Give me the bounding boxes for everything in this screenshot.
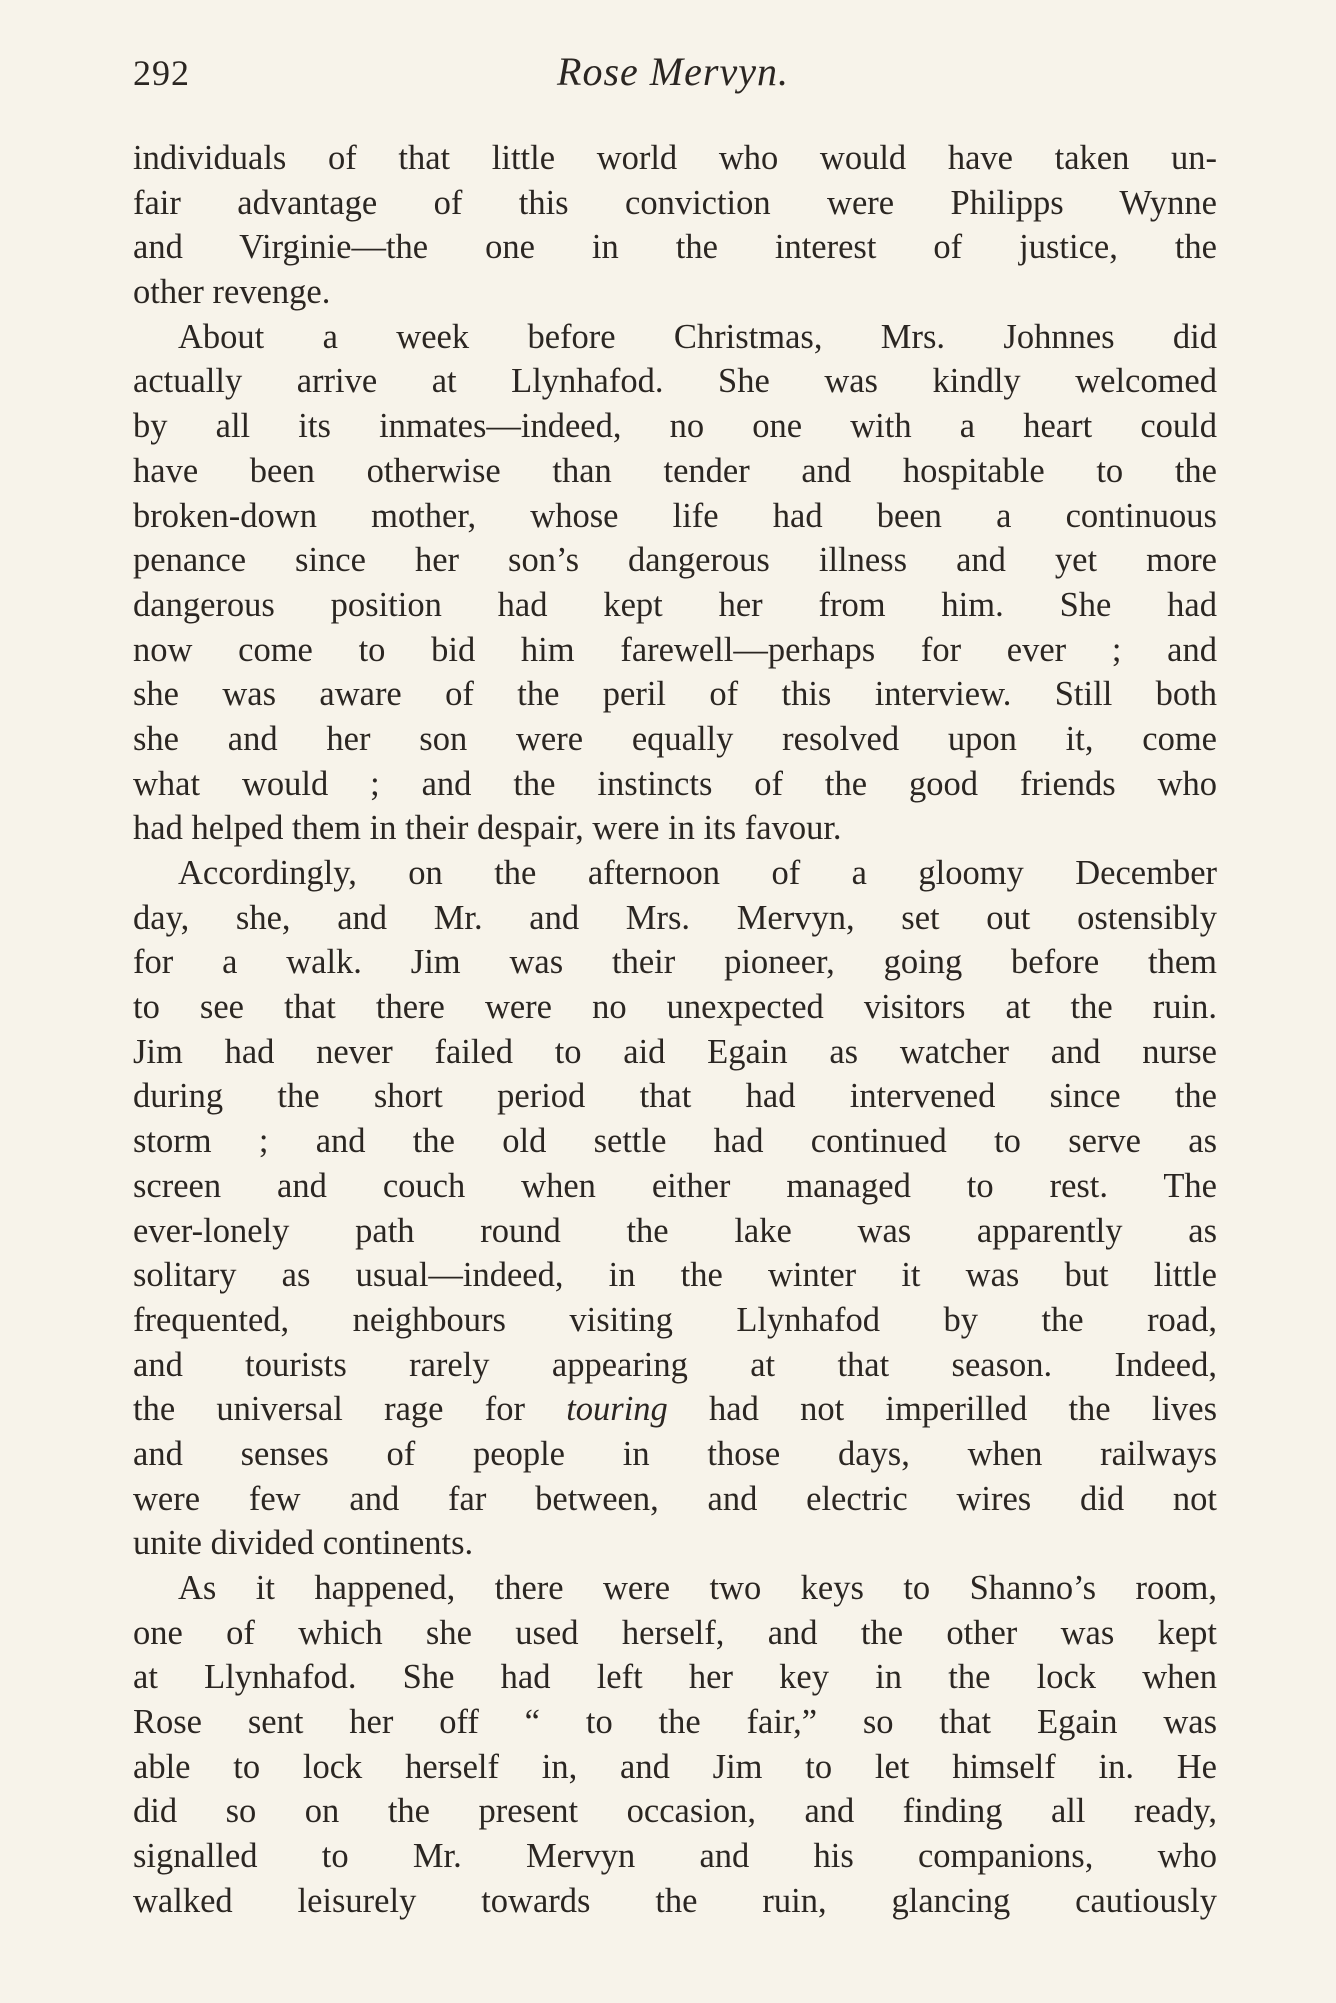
text-line: ever-lonely path round the lake was apparently as <box>133 1211 1217 1250</box>
text-line: Rose sent her off “ to the fair,” so that Egain was <box>133 1703 1217 1742</box>
text-segment: had not imperilled the lives <box>667 1390 1218 1429</box>
text-line: she was aware of the peril of this interview. Still both <box>133 675 1217 714</box>
text-line: and Virginie—the one in the interest of justice, the <box>133 228 1217 267</box>
text-line: dangerous position had kept her from him. She had <box>133 585 1217 624</box>
text-line <box>133 1387 1217 1432</box>
text-line: broken-down mother, whose life had been a continuous <box>133 496 1217 535</box>
text-line: fair advantage of this conviction were Philipps Wynne <box>133 183 1217 222</box>
text-line: had helped them in their despair, were in its favour. <box>133 809 842 848</box>
text-line: and tourists rarely appearing at that season. Indeed, <box>133 1345 1217 1384</box>
text-line: actually arrive at Llynhafod. She was kindly welcomed <box>133 362 1217 401</box>
text-line: for a walk. Jim was their pioneer, going before them <box>133 943 1217 982</box>
text-line: frequented, neighbours visiting Llynhafod by the road, <box>133 1300 1217 1339</box>
text-line: and senses of people in those days, when railways <box>133 1434 1217 1473</box>
text-line: by all its inmates—indeed, no one with a heart could <box>133 407 1217 446</box>
text-line: unite divided continents. <box>133 1524 474 1563</box>
page-number: 292 <box>133 53 190 93</box>
text-line: she and her son were equally resolved upon it, come <box>133 719 1217 758</box>
text-line: did so on the present occasion, and finding all ready, <box>133 1792 1217 1831</box>
text-line: As it happened, there were two keys to Shanno’s room, <box>178 1569 1217 1607</box>
text-line: now come to bid him farewell—perhaps for ever ; and <box>133 630 1217 669</box>
running-head <box>133 48 1213 108</box>
text-line: screen and couch when either managed to rest. The <box>133 1166 1217 1205</box>
text-line: Accordingly, on the afternoon of a gloomy December <box>178 854 1217 892</box>
text-line: able to lock herself in, and Jim to let himself in. He <box>133 1747 1217 1786</box>
running-title: Rose Mervyn. <box>557 49 789 94</box>
text-line: what would ; and the instincts of the good friends who <box>133 764 1217 803</box>
text-line: individuals of that little world who would have taken un- <box>133 139 1217 177</box>
text-line: have been otherwise than tender and hospitable to the <box>133 451 1217 490</box>
text-line: penance since her son’s dangerous illness and yet more <box>133 541 1217 580</box>
text-segment: the universal rage for <box>133 1390 567 1429</box>
text-line: Jim had never failed to aid Egain as watcher and nurse <box>133 1032 1217 1071</box>
text-line: signalled to Mr. Mervyn and his companions, who <box>133 1837 1217 1876</box>
italic-word: touring <box>566 1390 668 1429</box>
text-line: About a week before Christmas, Mrs. Johnnes did <box>178 317 1217 356</box>
text-line: during the short period that had intervened since the <box>133 1077 1217 1116</box>
text-line: storm ; and the old settle had continued to serve as <box>133 1122 1217 1161</box>
text-line: walked leisurely towards the ruin, glancing cautiously <box>133 1881 1217 1920</box>
text-line: other revenge. <box>133 273 331 312</box>
body-text <box>133 136 1217 1924</box>
text-line: were few and far between, and electric wires did not <box>133 1479 1217 1518</box>
text-line: at Llynhafod. She had left her key in the lock when <box>133 1658 1217 1697</box>
text-line: day, she, and Mr. and Mrs. Mervyn, set out ostensibly <box>133 898 1217 937</box>
text-line: to see that there were no unexpected visitors at the ruin. <box>133 988 1217 1027</box>
text-line: solitary as usual—indeed, in the winter it was but little <box>133 1256 1217 1295</box>
text-line: one of which she used herself, and the other was kept <box>133 1613 1217 1652</box>
